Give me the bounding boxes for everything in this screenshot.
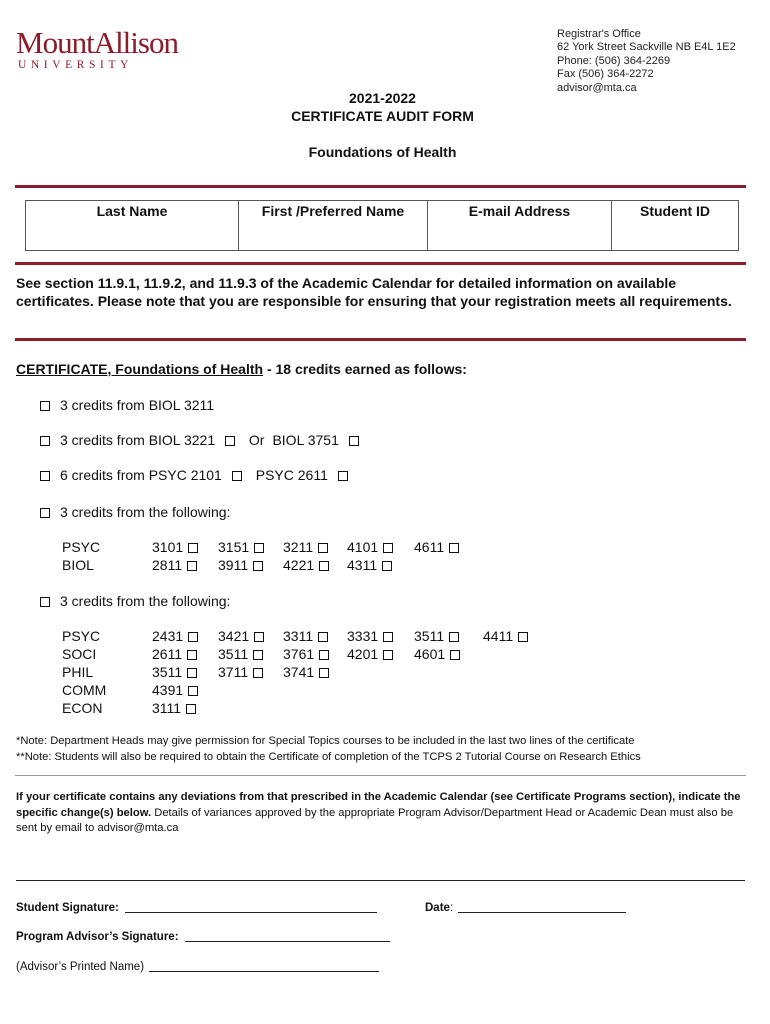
course-option[interactable]: 4601 [414, 645, 460, 663]
course-option[interactable]: 4221 [283, 556, 329, 574]
student-signature-label: Student Signature: [16, 902, 119, 914]
checkbox[interactable] [40, 471, 50, 481]
student-id-field[interactable]: Student ID [612, 201, 739, 251]
subject-label: ECON [62, 700, 103, 716]
logo-subtitle: UNIVERSITY [18, 59, 133, 71]
advisor-signature-line[interactable] [185, 931, 390, 942]
university-logo [16, 26, 178, 71]
deviation-entry-line[interactable] [16, 880, 745, 881]
course-option[interactable]: 4391 [152, 681, 198, 699]
requirement-4 [40, 504, 230, 520]
academic-year: 2021-2022 [349, 90, 416, 106]
checkbox[interactable] [338, 471, 348, 481]
course-option[interactable]: 3151 [218, 538, 264, 556]
subject-label: BIOL [62, 557, 94, 573]
subject-label: PSYC [62, 628, 101, 644]
office-fax: Fax (506) 364-2272 [557, 68, 654, 81]
checkbox[interactable] [518, 632, 528, 642]
subject-label: PHIL [62, 664, 94, 680]
divider-top [15, 185, 746, 188]
deviation-instructions [16, 790, 751, 837]
advisor-printed-name-line[interactable] [149, 961, 379, 972]
course-option[interactable]: 3711 [218, 663, 263, 681]
checkbox[interactable] [40, 597, 50, 607]
advisor-signature-row [16, 931, 390, 943]
checkbox[interactable] [40, 436, 50, 446]
checkbox[interactable] [186, 704, 196, 714]
alt-course-label: BIOL 3751 [272, 432, 339, 448]
subject-label: COMM [62, 682, 107, 698]
checkbox[interactable] [232, 471, 242, 481]
checkbox[interactable] [383, 632, 393, 642]
checkbox[interactable] [319, 561, 329, 571]
checkbox[interactable] [383, 650, 393, 660]
first-name-field[interactable]: First /Preferred Name [239, 201, 428, 251]
checkbox[interactable] [318, 543, 328, 553]
date-row: Date: [425, 902, 626, 914]
program-title: Foundations of Health [308, 144, 457, 160]
advisor-printed-name-label: (Advisor’s Printed Name) [16, 961, 145, 973]
last-name-field[interactable]: Last Name [26, 201, 239, 251]
student-info-table [25, 200, 739, 251]
divider-info [15, 262, 746, 265]
checkbox[interactable] [40, 508, 50, 518]
date-line[interactable] [458, 902, 626, 913]
form-titles [0, 89, 765, 161]
requirement-2 [40, 432, 359, 448]
course-option[interactable]: 3741 [283, 663, 329, 681]
checkbox[interactable] [187, 650, 197, 660]
requirement-label: 3 credits from the following: [60, 504, 231, 520]
checkbox[interactable] [383, 543, 393, 553]
checkbox[interactable] [187, 561, 197, 571]
requirement-label: 3 credits from BIOL 3221 [60, 432, 216, 448]
checkbox[interactable] [188, 632, 198, 642]
course-option[interactable]: 3311 [283, 627, 328, 645]
subject-list [62, 538, 100, 574]
email-field[interactable]: E-mail Address [428, 201, 612, 251]
note-tcps: **Note: Students will also be required to obtain the Certificate of completion of the TCPS 2 Tutorial Course on Research Ethics [16, 750, 641, 763]
subject-label: PSYC [62, 539, 101, 555]
subject-label: SOCI [62, 646, 97, 662]
checkbox[interactable] [253, 668, 263, 678]
checkbox[interactable] [450, 650, 460, 660]
date-label: Date [425, 902, 450, 914]
advisor-name-row [16, 961, 379, 973]
checkbox[interactable] [253, 561, 263, 571]
course-option[interactable]: 4101 [347, 538, 393, 556]
divider-intro [15, 338, 746, 341]
checkbox[interactable] [318, 632, 328, 642]
intro-paragraph: See section 11.9.1, 11.9.2, and 11.9.3 of the Academic Calendar for detailed information on available certificates. Please note that you are responsible for ensuring that your registration meets all requirements. [16, 275, 732, 309]
deviation-details: Details of variances approved by the appropriate Program Advisor/Department Head or Academic Dean must also be sent by email to advisor@mta.ca [16, 806, 734, 834]
subject-list [62, 627, 106, 717]
note-special-topics: *Note: Department Heads may give permission for Special Topics courses to be included in the last two lines of the certificate [16, 735, 635, 747]
course-option[interactable]: 3211 [283, 538, 328, 556]
alt-course-label: PSYC 2611 [255, 467, 328, 483]
course-option[interactable]: 3101 [152, 538, 198, 556]
footnotes [16, 734, 641, 765]
checkbox[interactable] [40, 401, 50, 411]
course-option[interactable]: 4611 [414, 538, 459, 556]
checkbox[interactable] [449, 543, 459, 553]
course-option[interactable]: 3761 [283, 645, 329, 663]
student-signature-row [16, 902, 377, 914]
checkbox[interactable] [319, 668, 329, 678]
course-option[interactable]: 3511 [414, 627, 459, 645]
course-option[interactable]: 4201 [347, 645, 393, 663]
requirement-label: 6 credits from PSYC 2101 [60, 467, 222, 483]
course-option[interactable]: 2811 [152, 556, 197, 574]
requirement-5 [40, 593, 230, 609]
or-label: Or [248, 432, 265, 448]
checkbox[interactable] [225, 436, 235, 446]
certificate-credits: - 18 credits earned as follows: [263, 361, 467, 377]
divider-notes [15, 775, 746, 776]
form-title: CERTIFICATE AUDIT FORM [291, 108, 474, 124]
advisor-signature-label: Program Advisor’s Signature: [16, 931, 179, 943]
checkbox[interactable] [254, 632, 264, 642]
office-address: 62 York Street Sackville NB E4L 1E2 [557, 41, 736, 54]
checkbox[interactable] [254, 543, 264, 553]
course-option[interactable]: 4311 [347, 556, 392, 574]
checkbox[interactable] [188, 543, 198, 553]
course-option[interactable]: 4411 [483, 627, 528, 645]
registrar-contact [557, 28, 736, 95]
requirement-1 [40, 397, 214, 413]
course-option[interactable]: 2431 [152, 627, 198, 645]
checkbox[interactable] [449, 632, 459, 642]
course-option[interactable]: 3911 [218, 556, 263, 574]
course-option[interactable]: 3511 [218, 645, 263, 663]
office-email[interactable]: advisor@mta.ca [557, 81, 637, 94]
checkbox[interactable] [349, 436, 359, 446]
checkbox[interactable] [382, 561, 392, 571]
office-name: Registrar's Office [557, 28, 641, 40]
course-option[interactable]: 3111 [152, 699, 196, 717]
deviation-bold: If your certificate contains any deviations from that prescribed in the Academic Calendar (see Certificate Programs section), indicate the specific change(s) below. [16, 791, 741, 819]
certificate-name: CERTIFICATE, Foundations of Health [16, 361, 264, 377]
requirement-label: 3 credits from the following: [60, 593, 231, 609]
course-option[interactable]: 3511 [152, 663, 197, 681]
certificate-heading [16, 360, 467, 378]
office-phone: Phone: (506) 364-2269 [557, 54, 671, 67]
logo-wordmark: MountAllison [16, 25, 178, 60]
checkbox[interactable] [253, 650, 263, 660]
course-option[interactable]: 2611 [152, 645, 197, 663]
student-signature-line[interactable] [125, 902, 377, 913]
checkbox[interactable] [319, 650, 329, 660]
course-option[interactable]: 3331 [347, 627, 393, 645]
checkbox[interactable] [187, 668, 197, 678]
requirement-label: 3 credits from BIOL 3211 [60, 397, 215, 413]
course-option[interactable]: 3421 [218, 627, 264, 645]
checkbox[interactable] [188, 686, 198, 696]
requirement-3 [40, 467, 348, 483]
